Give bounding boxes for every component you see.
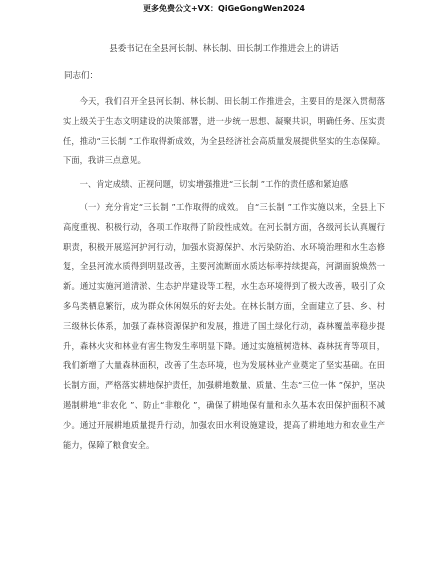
paragraph-achievements: （一）充分肯定“三长制 ”工作取得的成效。 自“三长制 ”工作实施以来，全县上下高度重视、积极行动，各项工作取得了阶段性成效。在河长制方面，各级河长认真履行职责，积极开展巡河护河行动，加强水资源保护、水污染防治、水环境治理和水生态修复，全县河流水质得到明显改善，主要河流断面水质达标率持续提高，河湖面貌焕然一新。通过实施河道清淤、生态护岸建设等工程，水生态环境得到了极大改善，吸引了众多鸟类栖息繁衍，成为群众休闲娱乐的好去处。在林长制方面，全面建立了县、乡、村三级林长体系，加强了森林资源保护和发展，推进了国土绿化行动，森林覆盖率稳步提升，森林火灾和林业有害生物发生率明显下降。通过实施植树造林、森林抚育等项目，我们新增了大量森林面积，改善了生态环境，也为发展林业产业奠定了坚实基础。在田长制方面，严格落实耕地保护责任，加强耕地数量、质量、生态“三位一体 ”保护，坚决遏制耕地“非农化 ”、防止“非粮化 ”，确保了耕地保有量和永久基本农田保护面积不减少。通过开展耕地质量提升行动，加强农田水利设施建设，提高了耕地地力和农业生产能力，保障了粮食安全。 [63,201,385,450]
salutation: 同志们： [64,71,99,81]
page-header: 更多免费公文+VX：QiGeGongWen2024 [142,4,305,13]
section-heading: 一、肯定成绩、正视问题，切实增强推进“三长制 ”工作的责任感和紧迫感 [79,179,349,190]
paragraph-intro: 今天，我们召开全县河长制、林长制、田长制工作推进会，主要目的是深入贯彻落实上级关于生态文明建设的决策部署，进一步统一思想、凝聚共识，明确任务、压实责任，推动“三长制 ”工作取得新成效，为全县经济社会高质量发展提供坚实的生态保障。下面，我讲三点意见。 [63,96,385,166]
document-body [63,92,385,456]
document-title: 县委书记在全县河长制、林长制、田长制工作推进会上的讲话 [109,44,339,54]
